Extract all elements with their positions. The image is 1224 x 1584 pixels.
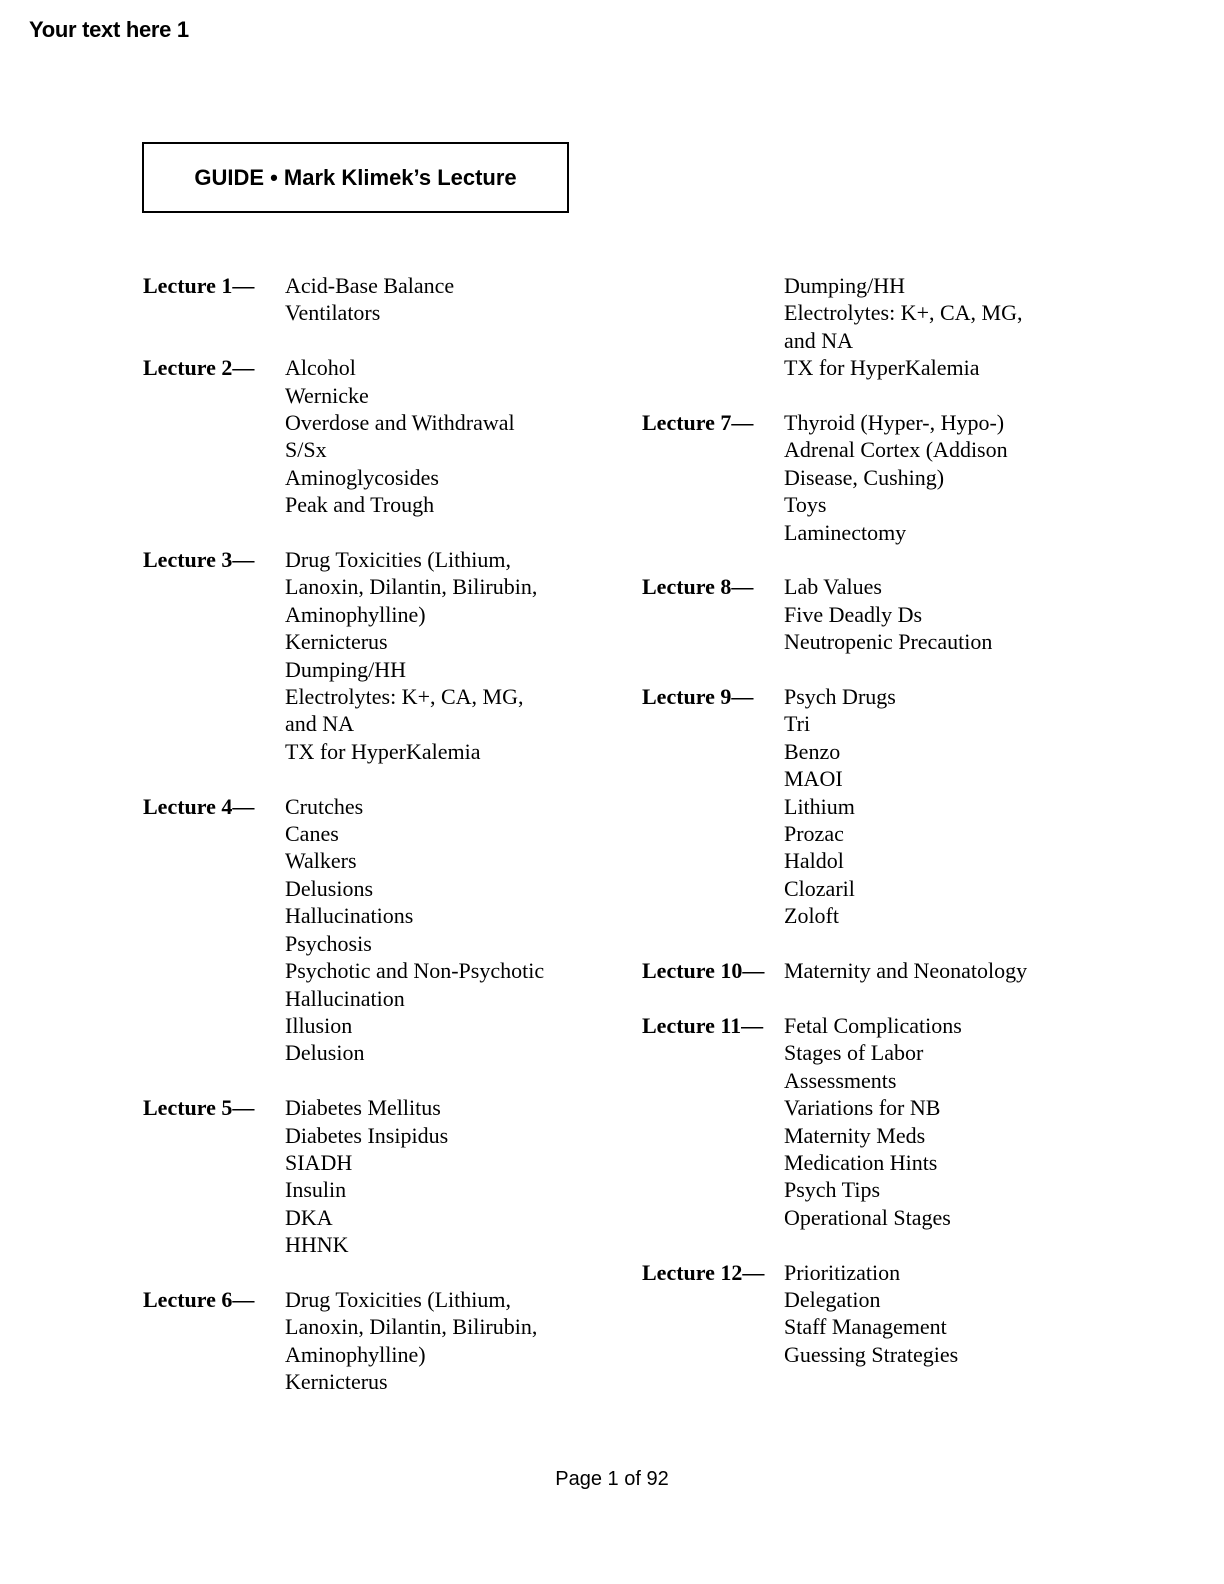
- topic-item: Canes: [285, 821, 339, 847]
- topic-item: Five Deadly Ds: [784, 601, 923, 627]
- lecture-label: Lecture 12—: [642, 1259, 765, 1285]
- topic-item: Drug Toxicities (Lithium,: [285, 547, 511, 573]
- topic-item: Delusion: [285, 1040, 365, 1066]
- topic-item: Alcohol: [285, 355, 356, 381]
- topic-list: [285, 272, 585, 327]
- topic-item: Thyroid (Hyper-, Hypo-): [784, 410, 1005, 436]
- topic-item: Staff Management: [784, 1314, 947, 1340]
- topic-item: Dumping/HH: [784, 273, 905, 298]
- page-number-footer: Page 1 of 92: [555, 1468, 669, 1490]
- topic-list: [784, 957, 1064, 984]
- topic-item: Disease, Cushing): [784, 464, 945, 490]
- topic-item: Delegation: [784, 1286, 881, 1312]
- lecture-label: Lecture 4—: [143, 793, 255, 819]
- lecture-section: [642, 1012, 1082, 1231]
- topic-item: Electrolytes: K+, CA, MG,: [784, 300, 1023, 326]
- topic-item: Prozac: [784, 821, 844, 847]
- topic-item: Crutches: [285, 793, 364, 819]
- topic-item: Acid-Base Balance: [285, 273, 455, 298]
- lecture-label: Lecture 9—: [642, 684, 754, 710]
- topic-item: Lanoxin, Dilantin, Bilirubin,: [285, 574, 538, 600]
- topic-item: and NA: [784, 327, 854, 353]
- lecture-section: [642, 573, 1082, 655]
- topic-item: Lanoxin, Dilantin, Bilirubin,: [285, 1314, 538, 1340]
- topic-list: [784, 1259, 1064, 1369]
- document-title: GUIDE • Mark Klimek’s Lecture: [194, 164, 517, 190]
- right-column: [642, 272, 1082, 1368]
- topic-item: Adrenal Cortex (Addison: [784, 437, 1008, 463]
- topic-item: Laminectomy: [784, 519, 907, 545]
- topic-item: HHNK: [285, 1232, 349, 1258]
- topic-item: Kernicterus: [285, 1369, 388, 1395]
- topic-item: MAOI: [784, 766, 843, 792]
- topic-item: S/Sx: [285, 437, 327, 463]
- topic-list: [784, 272, 1064, 382]
- topic-item: Haldol: [784, 848, 844, 874]
- lecture-section: [143, 546, 583, 765]
- topic-item: Diabetes Mellitus: [285, 1095, 441, 1121]
- topic-item: Psychosis: [285, 930, 372, 956]
- lecture-section: [143, 354, 583, 518]
- topic-list: [784, 573, 1064, 655]
- lecture-label: Lecture 11—: [642, 1012, 764, 1038]
- topic-item: DKA: [285, 1204, 333, 1230]
- topic-item: Psychotic and Non-Psychotic: [285, 958, 545, 984]
- topic-list: [784, 1012, 1064, 1231]
- topic-item: Ventilators: [285, 300, 381, 326]
- topic-list: [784, 409, 1064, 546]
- topic-list: [784, 683, 1064, 930]
- topic-item: Operational Stages: [784, 1204, 951, 1230]
- topic-item: Drug Toxicities (Lithium,: [285, 1286, 511, 1312]
- topic-item: Clozaril: [784, 875, 855, 901]
- topic-item: Aminoglycosides: [285, 464, 439, 490]
- topic-item: Hallucination: [285, 985, 405, 1011]
- header-text: Your text here 1: [29, 17, 189, 42]
- topic-item: Insulin: [285, 1177, 347, 1203]
- topic-item: Dumping/HH: [285, 656, 406, 682]
- topic-item: Walkers: [285, 848, 357, 874]
- topic-list: [285, 1286, 585, 1396]
- topic-item: Lab Values: [784, 574, 882, 600]
- left-column: [143, 272, 583, 1396]
- document-title-box: [142, 142, 569, 213]
- topic-item: Illusion: [285, 1012, 353, 1038]
- lecture-section: [143, 1094, 583, 1258]
- topic-item: Benzo: [784, 738, 841, 764]
- lecture-label: Lecture 2—: [143, 355, 255, 381]
- topic-item: Medication Hints: [784, 1149, 938, 1175]
- topic-item: Hallucinations: [285, 903, 414, 929]
- topic-item: Assessments: [784, 1067, 897, 1093]
- lecture-label: Lecture 10—: [642, 958, 765, 984]
- lecture-label: Lecture 7—: [642, 410, 754, 436]
- lecture-section: [642, 1259, 1082, 1369]
- continued-topics: [642, 272, 1082, 382]
- topic-list: [285, 354, 585, 518]
- topic-item: Diabetes Insipidus: [285, 1122, 449, 1148]
- topic-item: Fetal Complications: [784, 1012, 962, 1038]
- topic-item: Prioritization: [784, 1259, 901, 1285]
- topic-item: Guessing Strategies: [784, 1341, 959, 1367]
- topic-item: Maternity and Neonatology: [784, 958, 1028, 984]
- topic-item: Aminophylline): [285, 1341, 426, 1367]
- topic-item: Kernicterus: [285, 629, 388, 655]
- topic-item: and NA: [285, 711, 355, 737]
- topic-list: [285, 793, 585, 1067]
- topic-item: Psych Drugs: [784, 684, 896, 710]
- topic-item: Zoloft: [784, 903, 839, 929]
- topic-item: TX for HyperKalemia: [285, 738, 481, 764]
- topic-item: SIADH: [285, 1149, 353, 1175]
- lecture-label: Lecture 5—: [143, 1095, 255, 1121]
- lecture-label: Lecture 1—: [143, 273, 255, 298]
- topic-item: Peak and Trough: [285, 492, 435, 518]
- lecture-section: [143, 1286, 583, 1396]
- lecture-label: Lecture 3—: [143, 547, 255, 573]
- lecture-section: [642, 683, 1082, 930]
- topic-list: [285, 1094, 585, 1258]
- topic-item: Variations for NB: [784, 1095, 941, 1121]
- lecture-section: [143, 272, 583, 327]
- topic-item: Overdose and Withdrawal: [285, 410, 515, 436]
- lecture-label: Lecture 6—: [143, 1286, 255, 1312]
- topic-item: Tri: [784, 711, 811, 737]
- topic-item: Maternity Meds: [784, 1122, 926, 1148]
- lecture-section: [143, 793, 583, 1067]
- topic-item: TX for HyperKalemia: [784, 355, 980, 381]
- topic-item: Neutropenic Precaution: [784, 629, 993, 655]
- lecture-section: [642, 409, 1082, 546]
- topic-list: [285, 546, 585, 765]
- topic-item: Psych Tips: [784, 1177, 881, 1203]
- lecture-label: Lecture 8—: [642, 574, 754, 600]
- topic-item: Electrolytes: K+, CA, MG,: [285, 684, 524, 710]
- topic-item: Stages of Labor: [784, 1040, 924, 1066]
- topic-item: Wernicke: [285, 382, 369, 408]
- lecture-section: [642, 957, 1082, 984]
- topic-item: Delusions: [285, 875, 373, 901]
- topic-item: Aminophylline): [285, 601, 426, 627]
- topic-item: Lithium: [784, 793, 855, 819]
- topic-item: Toys: [784, 492, 827, 518]
